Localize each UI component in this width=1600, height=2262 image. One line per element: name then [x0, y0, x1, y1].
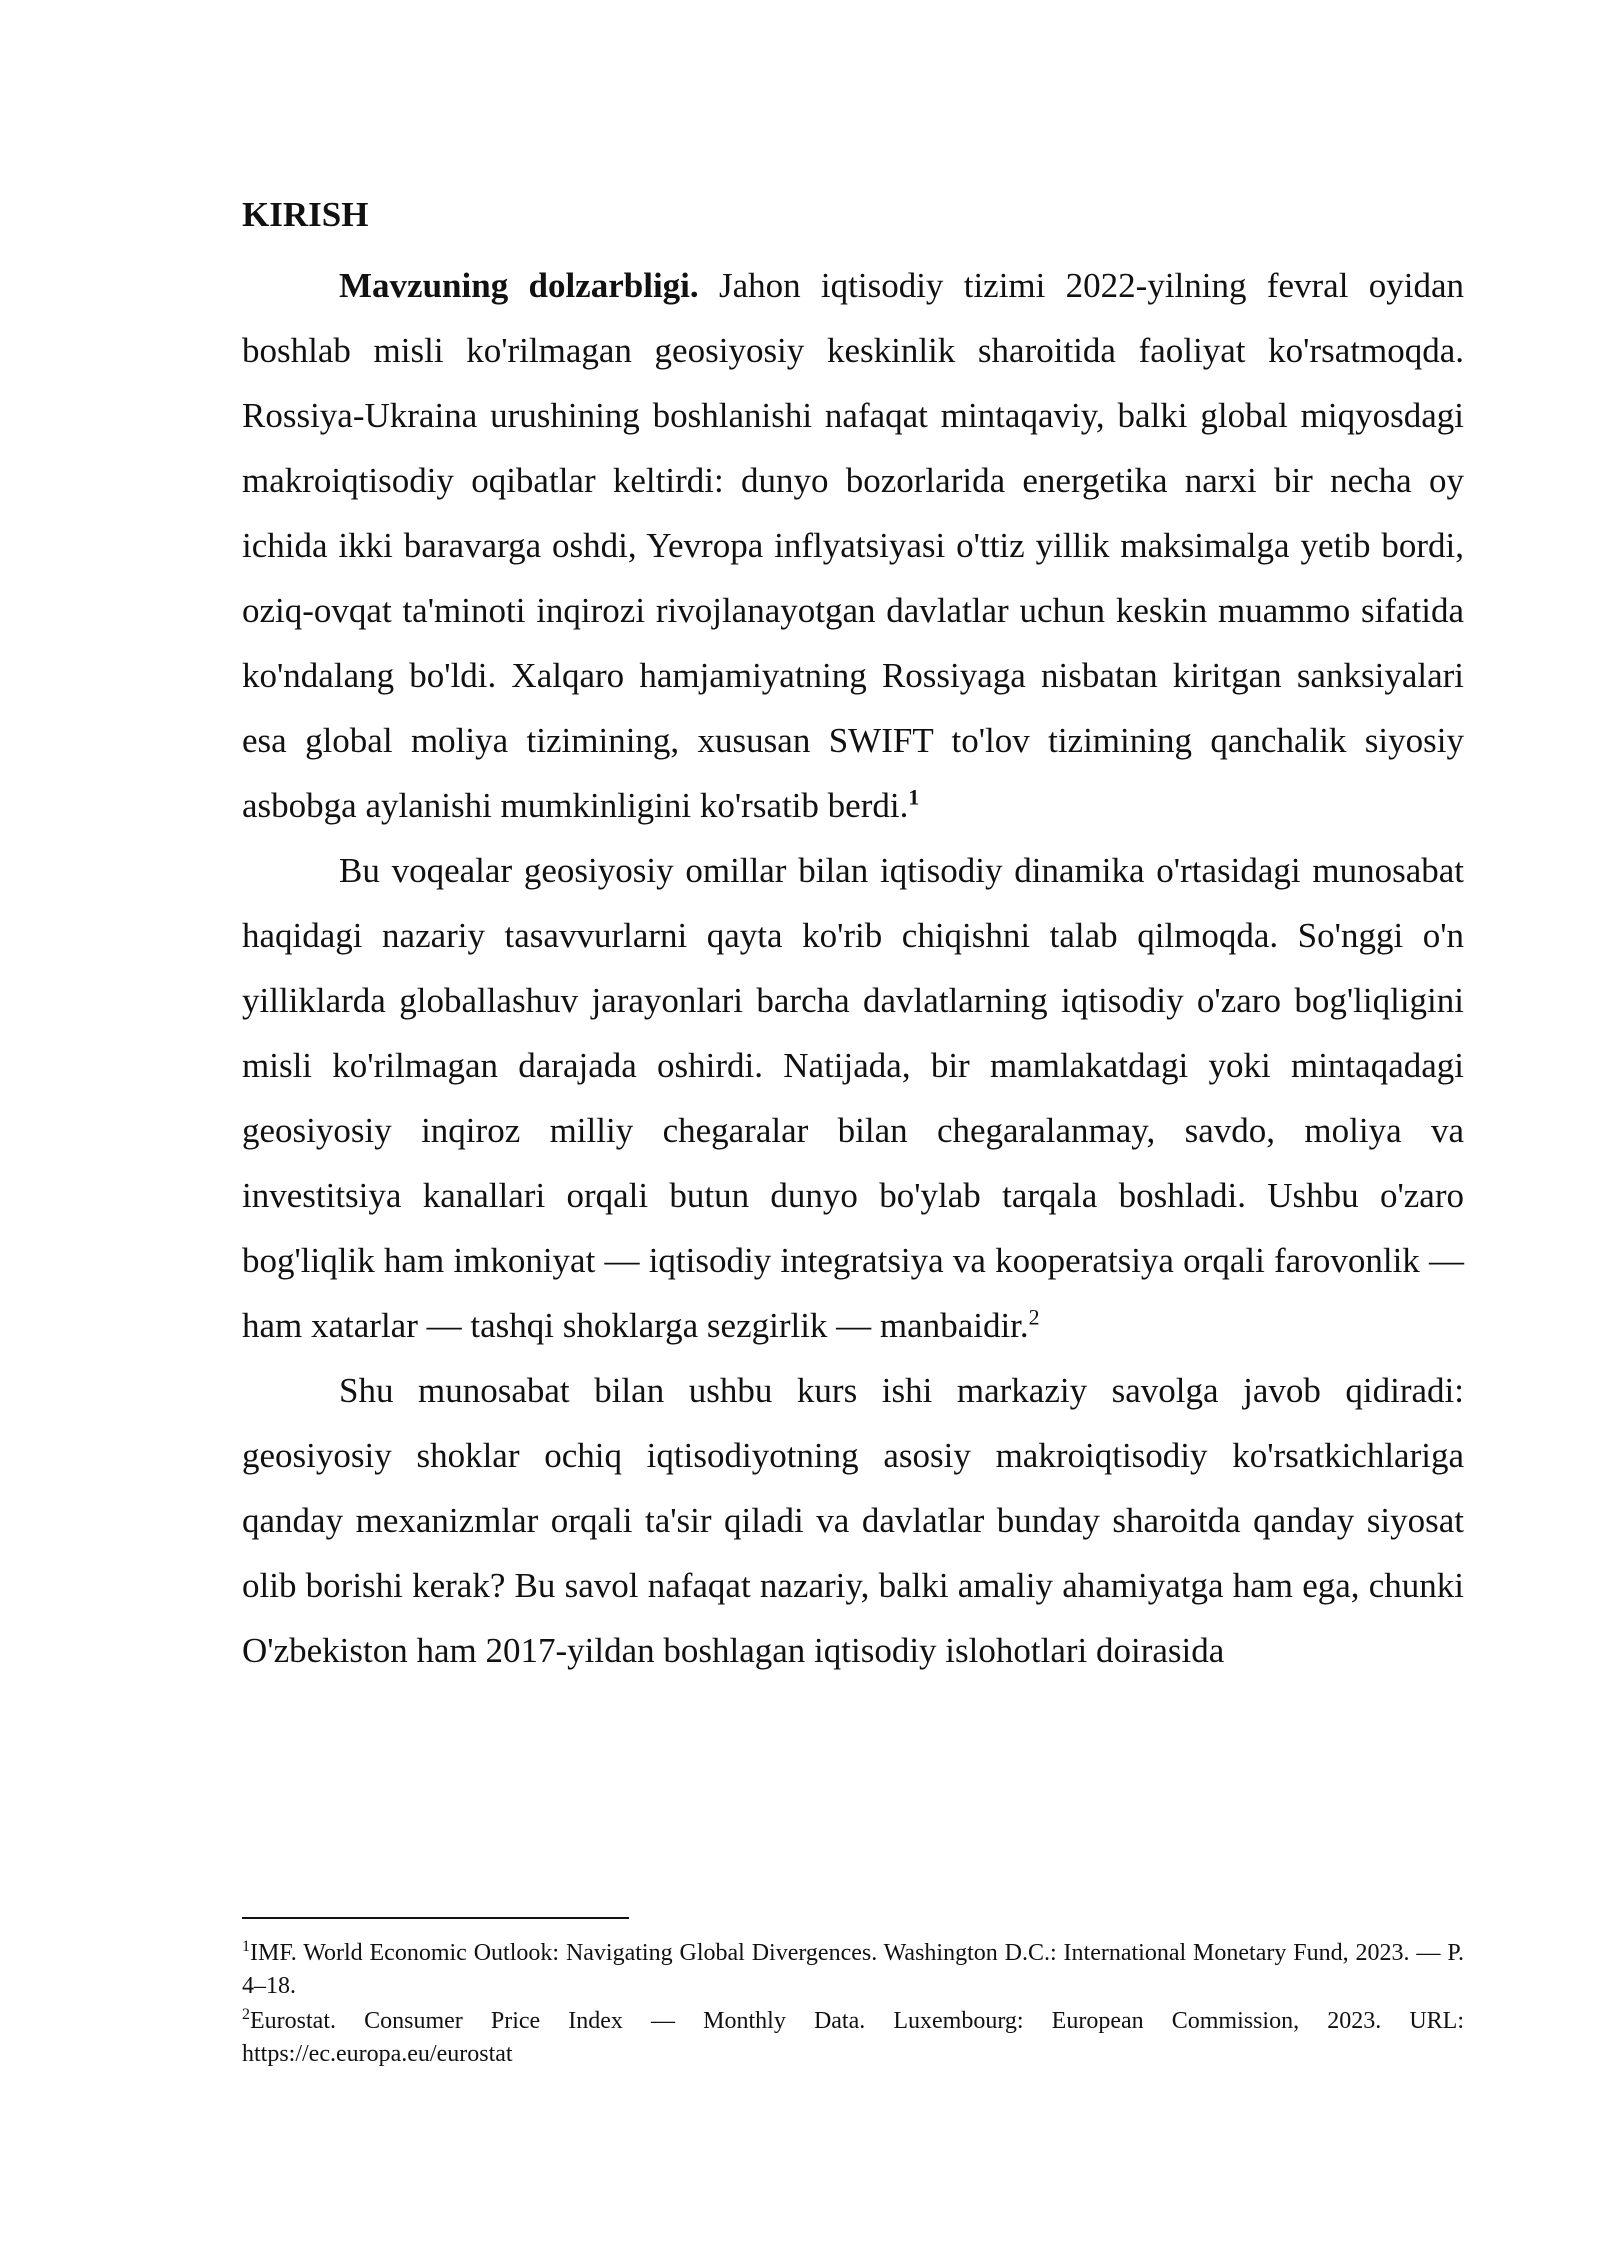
paragraph-text: Shu munosabat bilan ushbu kurs ishi markaziy savolga javob qidiradi: geosiyosiy shoklar ochiq iqtisodiyotning asosiy makroiqtisodiy ko'rsatkichlariga qanday mexanizmlar orqali ta'sir qiladi va davlatlar bunday sharoitda qanday siyosat olib borishi kerak? Bu savol nafaqat nazariy, balki amaliy ahamiyatga ham ega, chunki O'zbekiston ham 2017-yildan boshlagan iqtisodiy islohotlari doirasida [242, 1371, 1464, 1670]
paragraph-text: Jahon iqtisodiy tizimi 2022-yilning fevral oyidan boshlab misli ko'rilmagan geosiyosiy keskinlik sharoitida faoliyat ko'rsatmoqda. Rossiya-Ukraina urushining boshlanishi nafaqat mintaqaviy, balki global miqyosdagi makroiqtisodiy oqibatlar keltirdi: dunyo bozorlarida energetika narxi bir necha oy ichida ikki baravarga oshdi, Yevropa inflyatsiyasi o'ttiz yillik maksimalga yetib bordi, oziq-ovqat ta'minoti inqirozi rivojlanayotgan davlatlar uchun keskin muammo sifatida ko'ndalang bo'ldi. Xalqaro hamjamiyatning Rossiyaga nisbatan kiritgan sanksiyalari esa global moliya tizimining, xususan SWIFT to'lov tizimining qanchalik siyosiy asbobga aylanishi mumkinligini ko'rsatib berdi. [242, 266, 1464, 825]
footnote-1 [242, 1937, 1464, 2003]
paragraph-lead: Mavzuning dolzarbligi. [339, 266, 699, 305]
paragraph-events [242, 838, 1464, 1358]
section-heading: KIRISH [242, 195, 369, 234]
footnote-text: Eurostat. Consumer Price Index — Monthly Data. Luxembourg: European Commission, 2023. URL: https://ec.europa.eu/eurostat [242, 2008, 1464, 2067]
paragraph-relevance [242, 253, 1464, 838]
footnote-ref-2[interactable]: 2 [1028, 1304, 1040, 1330]
paragraph-text: Bu voqealar geosiyosiy omillar bilan iqtisodiy dinamika o'rtasidagi munosabat haqidagi nazariy tasavvurlarni qayta ko'rib chiqishni talab qilmoqda. So'nggi o'n yilliklarda globallashuv jarayonlari barcha davlatlarning iqtisodiy o'zaro bog'liqligini misli ko'rilmagan darajada oshirdi. Natijada, bir mamlakatdagi yoki mintaqadagi geosiyosiy inqiroz milliy chegaralar bilan chegaralanmay, savdo, moliya va investitsiya kanallari orqali butun dunyo bo'ylab tarqala boshladi. Ushbu o'zaro bog'liqlik ham imkoniyat — iqtisodiy integratsiya va kooperatsiya orqali farovonlik — ham xatarlar — tashqi shoklarga sezgirlik — manbaidir. [242, 851, 1464, 1345]
footnote-number: 1 [242, 1938, 250, 1955]
body-text [242, 253, 1464, 1683]
footnote-number: 2 [242, 2006, 250, 2023]
footnote-2 [242, 2005, 1464, 2071]
paragraph-question [242, 1358, 1464, 1683]
footnotes [242, 1937, 1464, 2073]
footnote-ref-1[interactable]: 1 [908, 784, 920, 810]
footnote-separator [242, 1917, 629, 1919]
footnote-text: IMF. World Economic Outlook: Navigating Global Divergences. Washington D.C.: International Monetary Fund, 2023. — P. 4–18. [242, 1940, 1464, 1999]
